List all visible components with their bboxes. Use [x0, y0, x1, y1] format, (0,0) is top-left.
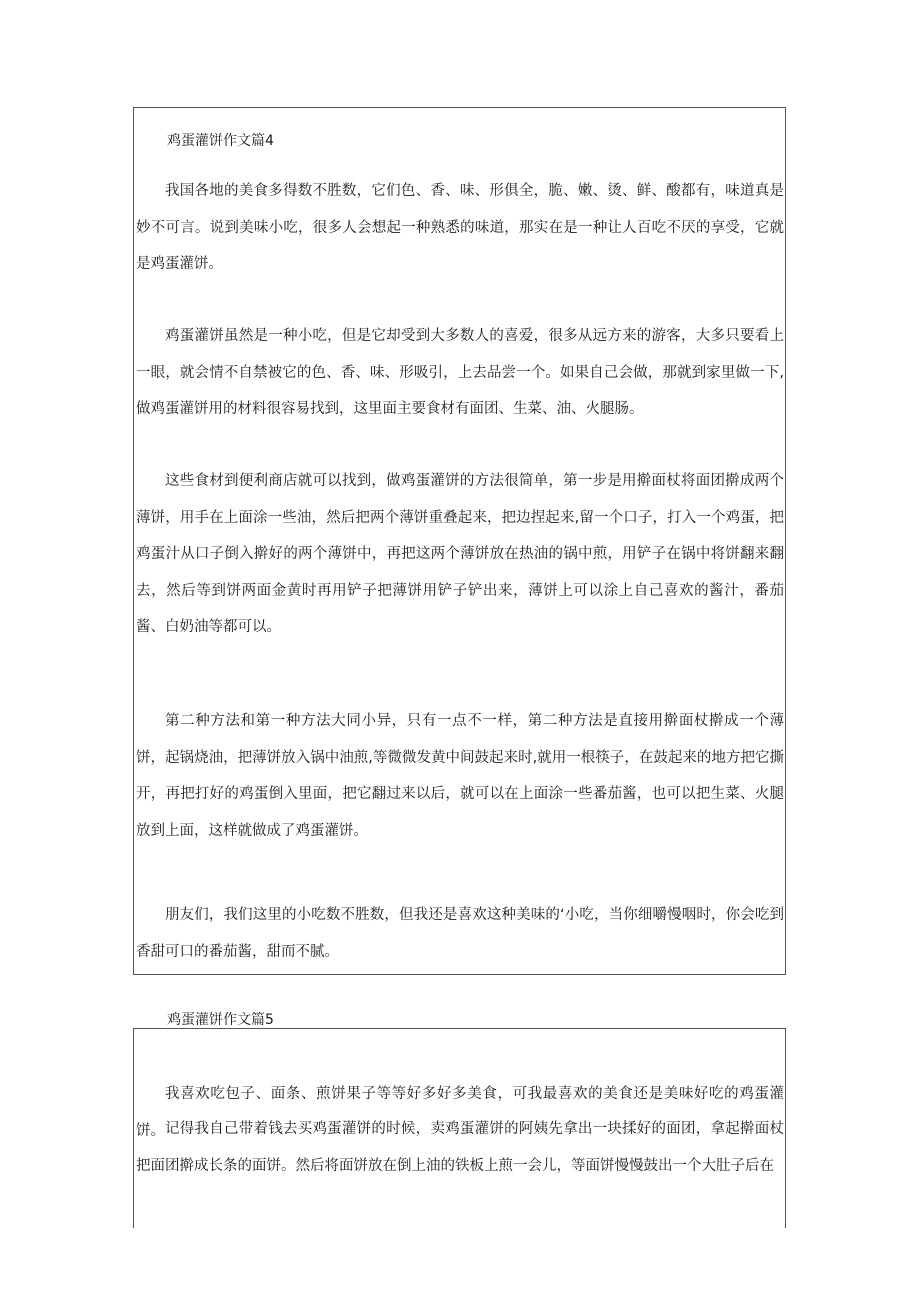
essay-4-paragraph-4: 第二种方法和第一种方法大同小异，只有一点不一样，第二种方法是直接用擀面杖擀成一个薄饼，起锅烧油，把薄饼放入锅中油煎,等微微发黄中间鼓起来时,就用一根筷子，在鼓起来的地方把它撕开，再把打好的鸡蛋倒入里面，把它翻过来以后，就可以在上面涂一些番茄酱，也可以把生菜、火腿放到上面，这样就做成了鸡蛋灌饼。 [136, 713, 784, 839]
essay-5-paragraph-1: 我喜欢吃包子、面条、煎饼果子等等好多好多美食，可我最喜欢的美食还是美味好吃的鸡蛋灌饼。 [136, 1086, 784, 1139]
essay-4-title: 鸡蛋灌饼作文篇4 [167, 133, 274, 149]
essay-4-paragraph-1: 我国各地的美食多得数不胜数，它们色、香、味、形俱全，脆、嫩、烫、鲜、酸都有，味道真是妙不可言。说到美味小吃，很多人会想起一种熟悉的味道，那实在是一种让人百吃不厌的享受，它就是鸡蛋灌饼。 [136, 183, 784, 272]
essay-4-paragraph-5: 朋友们，我们这里的小吃数不胜数，但我还是喜欢这种美味的‘小吃，当你细嚼慢咽时，你会吃到香甜可口的番茄酱，甜而不腻。 [136, 907, 784, 960]
essay-4-paragraph-3: 这些食材到便利商店就可以找到，做鸡蛋灌饼的方法很简单，第一步是用擀面杖将面团擀成两个薄饼，用手在上面涂一些油，然后把两个薄饼重叠起来，把边捏起来,留一个口子，打入一个鸡蛋，把鸡蛋汁从口子倒入擀好的两个薄饼中，再把这两个薄饼放在热油的锅中煎，用铲子在锅中将饼翻来翻去，然后等到饼两面金黄时再用铲子把薄饼用铲子铲出来，薄饼上可以涂上自己喜欢的酱汁，番茄酱、白奶油等都可以。 [136, 473, 784, 635]
essay-5-paragraph-2: 记得我自己带着钱去买鸡蛋灌饼的时候，卖鸡蛋灌饼的阿姨先拿出一块揉好的面团，拿起擀面杖把面团擀成长条的面饼。然后将面饼放在倒上油的铁板上煎一会儿，等面饼慢慢鼓出一个大肚子后在 [136, 1121, 784, 1174]
essay-5-title: 鸡蛋灌饼作文篇5 [167, 1012, 274, 1028]
essay-4-paragraph-2: 鸡蛋灌饼虽然是一种小吃，但是它却受到大多数人的喜爱，很多从远方来的游客，大多只要看上一眼，就会情不自禁被它的色、香、味、形吸引，上去品尝一个。如果自己会做，那就到家里做一下,做鸡蛋灌饼用的材料很容易找到，这里面主要食材有面团、生菜、油、火腿肠。 [136, 328, 784, 417]
